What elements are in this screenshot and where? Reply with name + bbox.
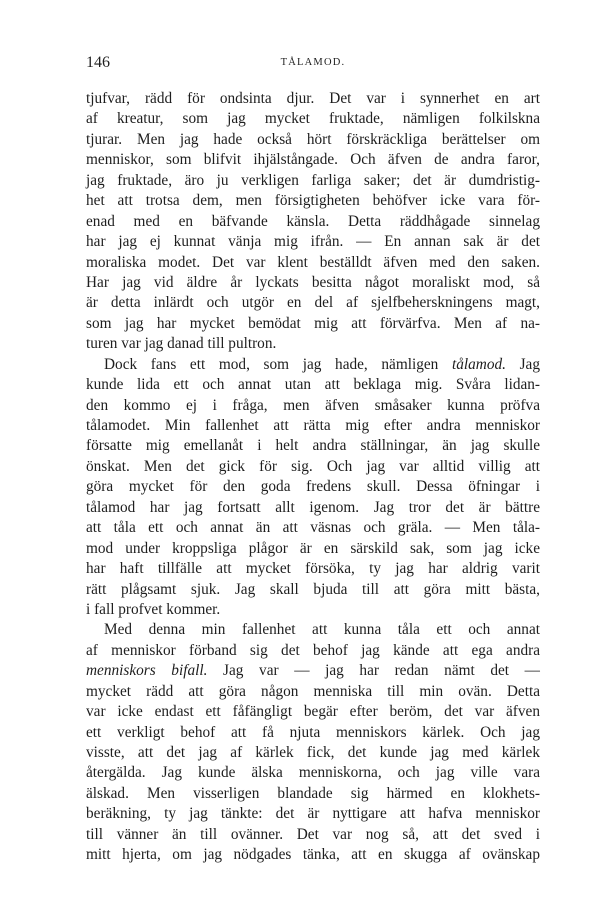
text-line xyxy=(86,314,540,334)
text-line xyxy=(86,171,540,191)
text-line xyxy=(86,396,540,416)
text-line xyxy=(86,539,540,559)
line-text: till vänner än till ovänner. Det var nog så, att det sved i xyxy=(86,825,540,843)
line-text: den kommo ej i fråga, men äfven småsaker kunna pröfva xyxy=(86,396,540,414)
line-text: tjufvar, rädd för ondsinta djur. Det var i synnerhet en art xyxy=(86,90,540,107)
line-text: kunde lida ett och annat utan att beklaga mig. Svåra lidan- xyxy=(86,376,540,394)
line-text: tålamod har jag fortsatt allt igenom. Jag tror det är bättre xyxy=(86,498,540,516)
text-line xyxy=(86,355,540,375)
text-line xyxy=(86,763,540,783)
emphasis-text: menniskors bifall. xyxy=(86,662,208,680)
text-line xyxy=(86,416,540,436)
body-text xyxy=(86,89,540,866)
text-line xyxy=(86,334,540,354)
text-line xyxy=(86,702,540,722)
line-text: menniskor, som blifvit ihjälstångade. Och äfven de andra faror, xyxy=(86,151,540,169)
text-line xyxy=(86,845,540,865)
line-text: af menniskor förband sig det behof jag kände att ega andra xyxy=(86,641,540,659)
line-text: beräkning, ty jag tänkte: det är nyttigare att hafva menniskor xyxy=(86,805,540,823)
line-text: som jag har mycket bemödat mig att förvärfva. Men af na- xyxy=(86,314,540,332)
line-text: mycket rädd att göra någon menniska till min ovän. Detta xyxy=(86,682,540,700)
text-line xyxy=(86,682,540,702)
line-text: tålamodet. Min fallenhet att rätta mig efter andra menniskor xyxy=(86,417,540,434)
text-line xyxy=(86,477,540,497)
line-text: göra mycket för den goda fredens skull. Dessa öfningar i xyxy=(86,478,540,496)
line-text: het att trotsa dem, men försigtigheten behöfver icke vara för- xyxy=(86,192,540,210)
line-text: af kreatur, som jag mycket fruktade, nämligen folkilskna xyxy=(86,110,540,128)
line-text: tjurar. Men jag hade också hört förskräckliga berättelser om xyxy=(86,130,540,148)
running-head: TÅLAMOD. xyxy=(280,57,346,68)
emphasis-text: tålamod. xyxy=(451,355,506,373)
text-line xyxy=(86,150,540,170)
line-text: enad med en bäfvande känsla. Detta räddhågade sinnelag xyxy=(86,212,540,230)
line-text: Med denna min fallenhet att kunna tåla ett och annat xyxy=(104,621,540,639)
text-line xyxy=(86,212,540,232)
text-line xyxy=(86,253,540,273)
text-line xyxy=(86,518,540,538)
text-line xyxy=(86,293,540,313)
text-line xyxy=(86,130,540,150)
line-text: Har jag vid äldre år lyckats besitta något moraliskt mod, så xyxy=(86,273,540,291)
text-line xyxy=(86,436,540,456)
page-header xyxy=(86,54,540,74)
text-line xyxy=(86,559,540,579)
text-line xyxy=(86,375,540,395)
line-text: återgälda. Jag kunde älska menniskorna, och jag ville vara xyxy=(86,764,540,782)
text-line xyxy=(86,743,540,763)
line-text: rätt plågsamt sjuk. Jag skall bjuda till att göra mitt bästa, xyxy=(86,580,540,598)
text-line xyxy=(86,457,540,477)
text-line xyxy=(86,89,540,109)
line-text: turen var jag danad till pultron. xyxy=(86,335,277,353)
line-text: Dock fans ett mod, som jag hade, nämligen xyxy=(104,355,439,373)
line-text: har jag ej kunnat vänja mig ifrån. — En annan sak är det xyxy=(86,233,540,251)
line-text: moraliska modet. Det var klent beställdt äfven med den saken. xyxy=(86,253,540,271)
line-text: visste, att det jag af kärlek fick, det kunde jag med kärlek xyxy=(86,744,540,761)
text-line xyxy=(86,661,540,681)
page-number: 146 xyxy=(86,54,110,71)
text-line xyxy=(86,600,540,620)
text-line xyxy=(86,109,540,129)
line-text: försatte mig emellanåt i helt andra ställningar, än jag skulle xyxy=(86,437,540,455)
text-line xyxy=(86,498,540,518)
line-text: jag fruktade, äro ju verkligen farliga saker; det är dumdristig- xyxy=(86,171,540,189)
line-text-after: Jag var — jag har redan nämt det — xyxy=(207,662,540,680)
line-text: är detta inlärdt och utgör en del af sjelfbeherskningens magt, xyxy=(86,294,540,312)
text-line xyxy=(86,784,540,804)
line-text: i fall profvet kommer. xyxy=(86,600,221,618)
text-line xyxy=(86,723,540,743)
text-line xyxy=(86,620,540,640)
text-line xyxy=(86,641,540,661)
line-text: mod under kroppsliga plågor är en särskild sak, som jag icke xyxy=(86,539,540,557)
line-text: mitt hjerta, om jag nödgades tänka, att en skugga af ovänskap xyxy=(86,846,540,864)
text-line xyxy=(86,191,540,211)
text-line xyxy=(86,804,540,824)
line-text: har haft tillfälle att mycket försöka, ty jag har aldrig varit xyxy=(86,560,540,578)
text-line xyxy=(86,273,540,293)
line-text: ett verkligt behof att få njuta menniskors kärlek. Och jag xyxy=(86,723,540,741)
text-line xyxy=(86,580,540,600)
text-line xyxy=(86,825,540,845)
line-text-after: Jag xyxy=(505,355,540,373)
line-text: att tåla ett och annat än att väsnas och gräla. — Men tåla- xyxy=(86,519,540,537)
text-line xyxy=(86,232,540,252)
line-text: önskat. Men det gick för sig. Och jag var alltid villig att xyxy=(86,457,540,475)
line-text: var icke endast ett fåfängligt begär efter beröm, det var äfven xyxy=(86,703,540,721)
line-text: älskad. Men visserligen blandade sig härmed en klokhets- xyxy=(86,784,540,802)
